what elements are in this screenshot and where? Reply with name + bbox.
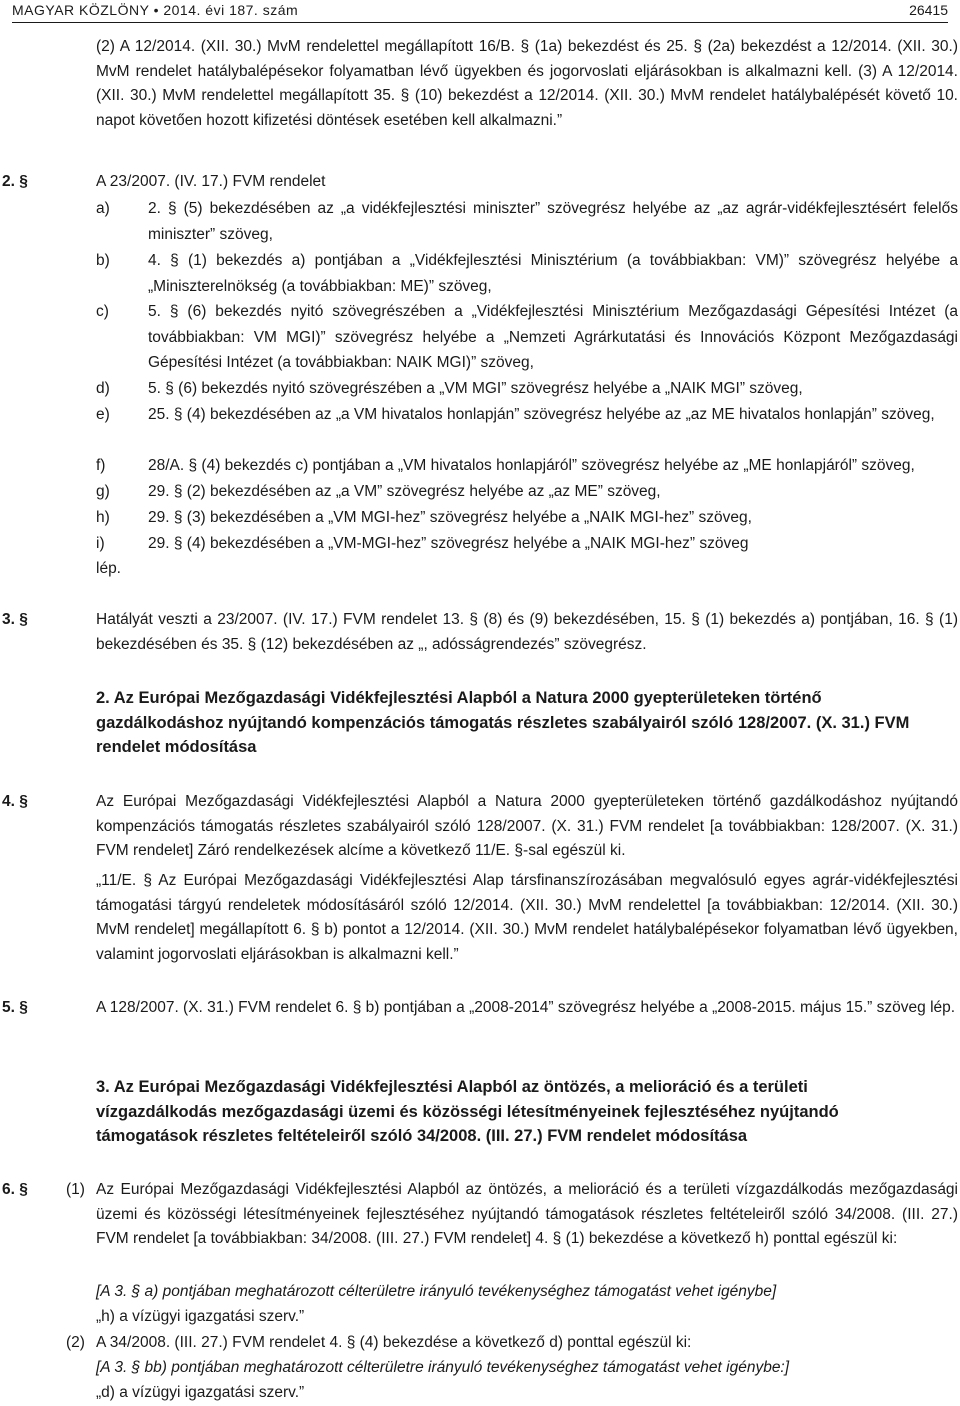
section-text: A 128/2007. (X. 31.) FVM rendelet 6. § b) pontjában a „2008-2014” szövegrész helyébe a „2008-2015. május 15.” szöveg lép. (96, 999, 956, 1016)
list-item-label: f) (96, 457, 106, 474)
list-item-text: 29. § (2) bekezdésében az „a VM” szövegrész helyébe az „az ME” szöveg, (148, 483, 661, 500)
list-item-label: i) (96, 535, 105, 552)
list-item-text: 4. § (1) bekezdés a) pontjában a „Vidékfejlesztési Minisztérium (a továbbiakban: VM)” szövegrész helyébe a „Miniszterelnökség (a továbbiakban: ME)” szöveg, (148, 252, 958, 295)
list-item-text: 28/A. § (4) bekezdés c) pontjában a „VM hivatalos honlapjáról” szövegrész helyébe az „ME honlapjáról” szöveg, (148, 457, 915, 474)
journal-title: MAGYAR KÖZLÖNY • 2014. évi 187. szám (12, 2, 299, 18)
chapter-title: 2. Az Európai Mezőgazdasági Vidékfejlesztési Alapból a Natura 2000 gyepterületeken történő gazdálkodáshoz nyújtandó kompenzációs támogatás részletes szabályairól szóló 128/2007. (X. 31.) FVM rendelet módosítása (96, 689, 910, 756)
list-item-label: b) (96, 252, 110, 269)
quoted-provision: „h) a vízügyi igazgatási szerv.” (96, 1308, 305, 1325)
list-item-label: e) (96, 406, 110, 423)
list-item-label: a) (96, 200, 110, 217)
list-item (96, 479, 958, 505)
italic-context: [A 3. § bb) pontjában meghatározott célterületre irányuló tevékenységhez támogatást vehet igénybe:] (96, 1359, 790, 1376)
paragraph-label: (2) (66, 1334, 85, 1351)
list-item (96, 402, 958, 428)
list-item-label: c) (96, 303, 109, 320)
paragraph-label: (1) (66, 1181, 85, 1198)
list-item (96, 299, 958, 376)
quoted-provision: „11/E. § Az Európai Mezőgazdasági Vidékfejlesztési Alap társfinanszírozásában megvalósuló egyes agrár-vidékfejlesztési támogatási tárgyú rendeletek módosításáról szóló 12/2014. (XII. 30.) MvM rendelettel [a továbbiakban: 12/2014. (XII. 30.) MvM rendelet] megállapított 6. § b) pontot a 12/2014. (XII. 30.) MvM rendelet hatálybalépésekor folyamatban lévő ügyekben, valamint jogorvoslati eljárásokban is alkalmazni kell.” (96, 872, 958, 963)
list-item (96, 196, 958, 247)
italic-context: [A 3. § a) pontjában meghatározott célterületre irányuló tevékenységhez támogatást vehet igénybe] (96, 1283, 777, 1300)
list-item-label: d) (96, 380, 110, 397)
list-item (96, 505, 958, 531)
list-item (96, 376, 958, 402)
list-closing: lép. (96, 560, 121, 577)
list-item-text: 5. § (6) bekezdés nyitó szövegrészében a „VM MGI” szövegrész helyébe a „NAIK MGI” szöveg, (148, 380, 803, 397)
list-item (96, 248, 958, 299)
list-item (96, 531, 958, 557)
header-rule (12, 22, 948, 23)
list-item-text: 2. § (5) bekezdésében az „a vidékfejlesztési miniszter” szövegrész helyébe az „az agrár-vidékfejlesztésért felelős miniszter” szöveg, (148, 200, 958, 243)
section-text: Az Európai Mezőgazdasági Vidékfejlesztési Alapból a Natura 2000 gyepterületeken történő gazdálkodáshoz nyújtandó kompenzációs támogatás részletes szabályairól szóló 128/2007. (X. 31.) FVM rendelet [a továbbiakban: 128/2007. (X. 31.) FVM rendelet] Záró rendelkezések alcíme a következő 11/E. §-sal egészül ki. (96, 793, 958, 859)
chapter-title: 3. Az Európai Mezőgazdasági Vidékfejlesztési Alapból az öntözés, a melioráció és a területi vízgazdálkodás mezőgazdasági üzemi és közösségi létesítményeinek fejlesztéséhez nyújtandó támogatások részletes feltételeiről szóló 34/2008. (III. 27.) FVM rendelet módosítása (96, 1078, 839, 1145)
intro-paragraph: (2) A 12/2014. (XII. 30.) MvM rendelettel megállapított 16/B. § (1a) bekezdést és 25. § (2a) bekezdést a 12/2014. (XII. 30.) MvM rendelet hatálybalépésekor folyamatban lévő ügyekben és jogorvoslati eljárásokban is alkalmazni kell. (3) A 12/2014. (XII. 30.) MvM rendelettel megállapított 35. § (10) bekezdést a 12/2014. (XII. 30.) MvM rendelet hatálybalépését követő 10. napot követően hozott kifizetési döntések esetében kell alkalmazni.” (96, 38, 958, 129)
list-item-text: 25. § (4) bekezdésében az „a VM hivatalos honlapján” szövegrész helyébe az „az ME hivatalos honlapján” szöveg, (148, 406, 935, 423)
list-item-text: 29. § (3) bekezdésében a „VM MGI-hez” szövegrész helyébe a „NAIK MGI-hez” szöveg, (148, 509, 752, 526)
section-text: Hatályát veszti a 23/2007. (IV. 17.) FVM rendelet 13. § (8) és (9) bekezdésében, 15. § (1) bekezdés a) pontjában, 16. § (1) bekezdésében és 35. § (12) bekezdésében az „, adósságrendezés” szövegrész. (96, 611, 958, 653)
section-heading: A 23/2007. (IV. 17.) FVM rendelet (96, 173, 326, 190)
page-header (12, 0, 948, 20)
section-number: 6. § (2, 1181, 28, 1198)
section-number: 2. § (2, 173, 28, 190)
section-number: 3. § (2, 611, 28, 628)
page-number: 26415 (909, 2, 948, 18)
quoted-provision: „d) a vízügyi igazgatási szerv.” (96, 1384, 305, 1401)
section-number: 5. § (2, 999, 28, 1016)
list-item-text: 5. § (6) bekezdés nyitó szövegrészében a „Vidékfejlesztési Minisztérium Mezőgazdasági Gépesítési Intézet (a továbbiakban: VM MGI)” szövegrész helyébe a „Nemzeti Agrárkutatási és Innovációs Központ Mezőgazdasági Gépesítési Intézet (a továbbiakban: NAIK MGI)” szöveg, (148, 303, 958, 371)
list-item-label: h) (96, 509, 110, 526)
list-item-text: 29. § (4) bekezdésében a „VM-MGI-hez” szövegrész helyébe a „NAIK MGI-hez” szöveg (148, 535, 749, 552)
section-number: 4. § (2, 793, 28, 810)
list-item (96, 453, 958, 479)
paragraph-text: Az Európai Mezőgazdasági Vidékfejlesztési Alapból az öntözés, a melioráció és a területi vízgazdálkodás mezőgazdasági üzemi és közösségi létesítményeinek fejlesztéséhez nyújtandó támogatások részletes feltételeiről szóló 34/2008. (III. 27.) FVM rendelet [a továbbiakban: 34/2008. (III. 27.) FVM rendelet] 4. § (1) bekezdése a következő h) ponttal egészül ki: (96, 1181, 958, 1247)
paragraph-text: A 34/2008. (III. 27.) FVM rendelet 4. § (4) bekezdése a következő d) ponttal egészül ki: (96, 1334, 692, 1351)
list-item-label: g) (96, 483, 110, 500)
